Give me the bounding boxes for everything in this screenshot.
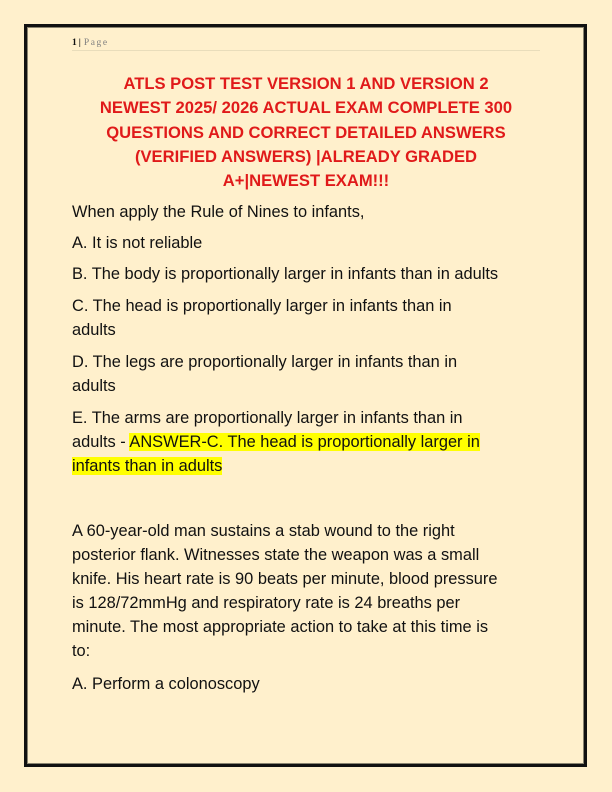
- title-line: A+|NEWEST EXAM!!!: [222, 171, 390, 191]
- option-e-line-2: [72, 430, 547, 454]
- question-1-option-c: [72, 294, 547, 342]
- title-line: ATLS POST TEST VERSION 1 AND VERSION 2: [123, 74, 489, 93]
- option-d-line-1: D. The legs are proportionally larger in infants than in: [72, 353, 458, 371]
- title-line: (VERIFIED ANSWERS) |ALREADY GRADED: [134, 146, 478, 166]
- stem-line: posterior flank. Witnesses state the weapon was a small: [72, 546, 480, 564]
- question-1-option-a: A. It is not reliable: [72, 234, 203, 252]
- document-title: [72, 72, 540, 193]
- option-c-line-2: adults: [72, 321, 116, 339]
- stem-line: minute. The most appropriate action to take at this time is: [72, 618, 489, 636]
- page-header: [72, 36, 540, 51]
- stem-line: to:: [72, 642, 91, 660]
- answer-highlight-continued: infants than in adults: [72, 457, 223, 475]
- option-d-line-2: adults: [72, 377, 116, 395]
- question-1-stem: When apply the Rule of Nines to infants,: [72, 203, 365, 221]
- page-label: Page: [83, 38, 109, 48]
- title-line: QUESTIONS AND CORRECT DETAILED ANSWERS: [106, 122, 506, 142]
- stem-line: knife. His heart rate is 90 beats per minute, blood pressure: [72, 570, 498, 588]
- stem-line: A 60-year-old man sustains a stab wound to the right: [72, 522, 455, 540]
- answer-highlight: ANSWER-C. The head is proportionally larger in: [129, 433, 480, 451]
- header-separator: |: [78, 38, 81, 48]
- question-2-stem: [72, 519, 547, 663]
- stem-line: is 128/72mmHg and respiratory rate is 24 breaths per: [72, 594, 461, 612]
- option-c-line-1: C. The head is proportionally larger in infants than in: [72, 297, 452, 315]
- question-1-option-d: [72, 350, 547, 398]
- question-1-option-e: [72, 406, 547, 478]
- title-line: NEWEST 2025/ 2026 ACTUAL EXAM COMPLETE 300: [99, 98, 513, 118]
- page-number: 1: [72, 38, 77, 48]
- question-2-option-a: A. Perform a colonoscopy: [72, 675, 260, 693]
- question-1-option-b: B. The body is proportionally larger in infants than in adults: [72, 265, 499, 283]
- option-e-suffix: adults -: [72, 433, 130, 451]
- option-e-line-1: E. The arms are proportionally larger in infants than in: [72, 409, 463, 427]
